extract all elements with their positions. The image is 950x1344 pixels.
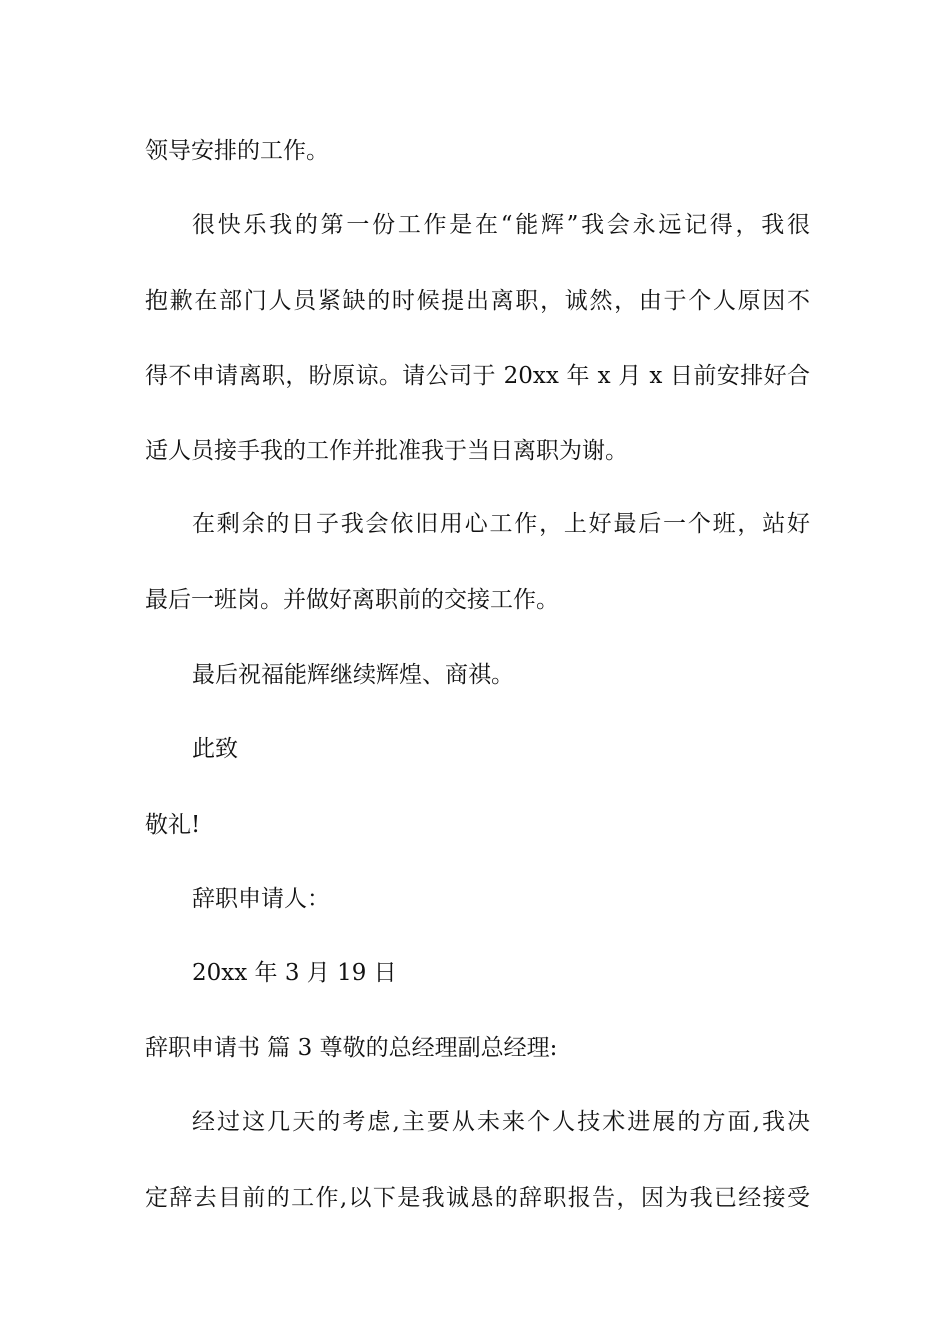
text-line-10: 敬礼! (145, 812, 201, 838)
text-line-1: 领导安排的工作。 (145, 138, 329, 164)
text-line-13: 辞职申请书 篇 3 尊敬的总经理副总经理: (145, 1035, 558, 1061)
text-line-6: 在剩余的日子我会依旧用心工作，上好最后一个班，站好 (192, 511, 810, 537)
text-line-4: 得不申请离职，盼原谅。请公司于 20xx 年 x 月 x 日前安排好合 (145, 363, 810, 389)
text-line-3: 抱歉在部门人员紧缺的时候提出离职，诚然，由于个人原因不 (145, 288, 810, 314)
text-line-14: 经过这几天的考虑,主要从未来个人技术进展的方面,我决 (192, 1109, 810, 1135)
text-line-11: 辞职申请人： (192, 886, 330, 912)
text-line-8: 最后祝福能辉继续辉煌、商祺。 (192, 662, 514, 688)
text-line-2: 很快乐我的第一份工作是在“能辉”我会永远记得，我很 (192, 212, 810, 238)
text-line-5: 适人员接手我的工作并批准我于当日离职为谢。 (145, 438, 628, 464)
text-line-7: 最后一班岗。并做好离职前的交接工作。 (145, 587, 559, 613)
text-line-12: 20xx 年 3 月 19 日 (192, 960, 397, 986)
text-line-15: 定辞去目前的工作,以下是我诚恳的辞职报告，因为我已经接受 (145, 1185, 810, 1211)
text-line-9: 此致 (192, 736, 238, 762)
